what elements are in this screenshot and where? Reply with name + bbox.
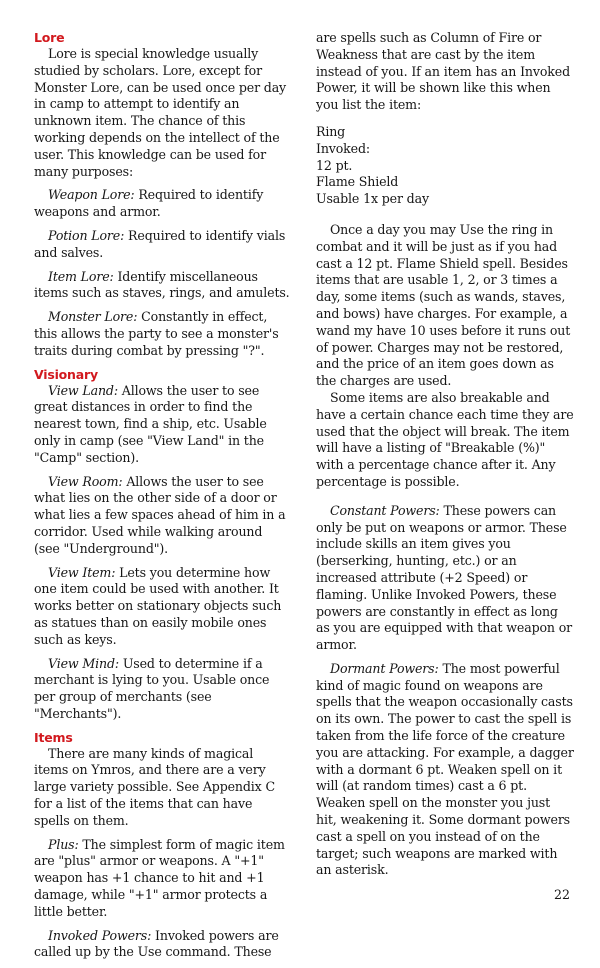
dormant-powers: Dormant Powers: The most powerful kind of magic found on weapons are spells that the weapon occasionally casts on its own. The power to cast the spell is taken from the life force of the creature you are attacking. For example, a dagger with a dormant 6 pt. Weaken spell on it will (at random times) cast a 6 pt. Weaken spell on the monster you just hit, weakening it. Some dormant powers cast a spell on you instead of on the target; such weapons are marked with an asterisk. xyxy=(316,660,574,878)
invoked-continued: are spells such as Column of Fire or Weakness that are cast by the item instead of you. If an item has an Invoked Power, it will be shown like this when you list the item: xyxy=(316,30,570,113)
example-line: 12 pt. xyxy=(316,157,353,173)
view-land: View Land: Allows the user to see great distances in order to find the nearest town, find a ship, etc. Usable only in camp (see "View Land" in the "Camp" section). xyxy=(34,382,267,465)
item-listing-example xyxy=(316,124,574,208)
items-heading: Items xyxy=(34,729,73,745)
example-line: Flame Shield xyxy=(316,174,399,190)
items-intro: There are many kinds of magical items on Ymros, and there are a very large variety possible. See Appendix C for a list of the items that can have spells on them. xyxy=(34,745,275,828)
invoked-powers: Invoked Powers: Invoked powers are called up by the Use command. These xyxy=(34,927,279,960)
monster-lore: Monster Lore: Constantly in effect, this allows the party to see a monster's traits during combat by pressing "?". xyxy=(34,309,279,358)
breakable-paragraph: Some items are also breakable and have a certain chance each time they are used that the object will break. The item will have a listing of "Breakable (%)" with a percentage chance after it. Any percentage is possible. xyxy=(316,389,574,489)
plus-items: Plus: The simplest form of magic item are "plus" armor or weapons. A "+1" weapon has +1 chance to hit and +1 damage, while "+1" armor protects a little better. xyxy=(34,836,285,919)
once-a-day-paragraph: Once a day you may Use the ring in combat and it will be just as if you had cast a 12 pt. Flame Shield spell. Besides items that are usable 1, 2, or 3 times a day, some items (such as wands, staves, and bows) have charges. For example, a wand my have 10 uses before it runs out of power. Charges may not be restored, and the price of an item goes down as the charges are used. xyxy=(316,221,571,389)
view-room: View Room: Allows the user to see what lies on the other side of a door or what lies a few spaces ahead of him in a corridor. Used while walking around (see "Underground"). xyxy=(34,473,286,556)
potion-lore: Potion Lore: Required to identify vials and salves. xyxy=(34,227,286,260)
page-number: 22 xyxy=(553,887,570,902)
example-line: Usable 1x per day xyxy=(316,191,429,207)
view-mind: View Mind: Used to determine if a merchant is lying to you. Usable once per group of merchants (see "Merchants"). xyxy=(34,655,270,721)
lore-intro: Lore is special knowledge usually studied by scholars. Lore, except for Monster Lore, can be used once per day in camp to attempt to identify an unknown item. The chance of this working depends on the intellect of the user. This knowledge can be used for many purposes: xyxy=(34,46,287,179)
visionary-heading: Visionary xyxy=(34,366,98,382)
view-item: View Item: Lets you determine how one item could be used with another. It works better on stationary objects such as statues than on easily mobile ones such as keys. xyxy=(34,564,282,647)
example-line: Ring xyxy=(316,123,346,139)
example-line: Invoked: xyxy=(316,140,370,156)
left-column xyxy=(34,30,291,968)
weapon-lore: Weapon Lore: Required to identify weapons and armor. xyxy=(34,187,264,220)
right-column xyxy=(316,30,574,886)
item-lore: Item Lore: Identify miscellaneous items such as staves, rings, and amulets. xyxy=(34,268,290,301)
constant-powers: Constant Powers: These powers can only be put on weapons or armor. These include skills an item gives you (berserking, hunting, etc.) or an increased attribute (+2 Speed) or flaming. Unlike Invoked Powers, these powers are constantly in effect as long as you are equipped with that weapon or armor. xyxy=(316,502,573,653)
lore-heading: Lore xyxy=(34,30,65,45)
